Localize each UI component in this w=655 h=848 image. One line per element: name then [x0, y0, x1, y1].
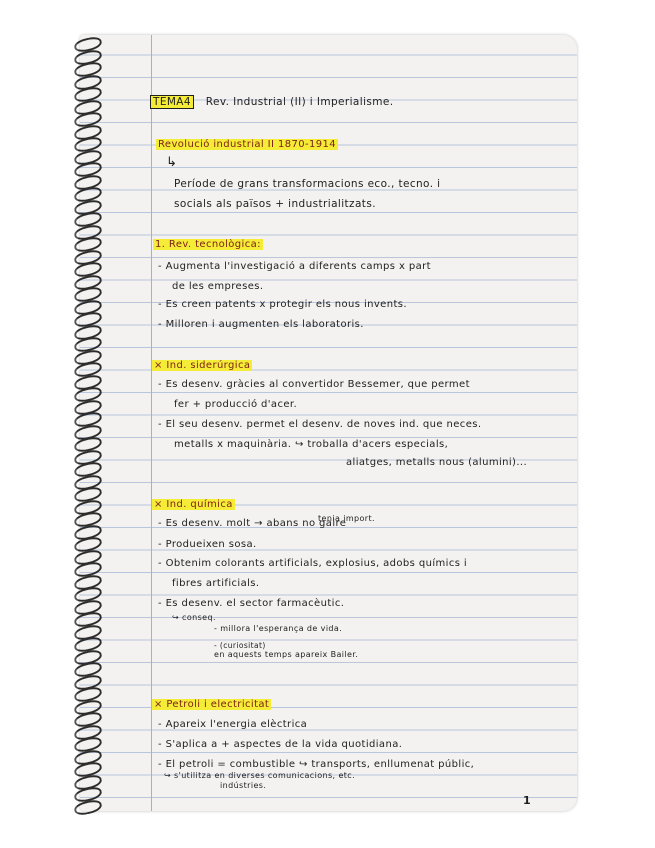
- qui-item-1: - Es desenv. molt → abans no gaire: [158, 518, 347, 529]
- qui-item-8: - (curiositat): [214, 641, 266, 650]
- pet-item-3: - El petroli = combustible ↪ transports, enllumenat públic,: [158, 759, 475, 770]
- title-row: [150, 96, 394, 109]
- tec-item-2: de les empreses.: [172, 281, 264, 292]
- qui-item-2: - Produeixen sosa.: [158, 539, 257, 550]
- qui-item-4: fibres artificials.: [172, 578, 260, 589]
- section-rev-heading: Revolució industrial II 1870-1914: [158, 139, 337, 150]
- pet-item-4: ↪ s'utilitza en diverses comunicacions, etc.: [164, 771, 356, 780]
- pet-item-1: - Apareix l'energia elèctrica: [158, 719, 308, 730]
- section-qui-heading: × Ind. química: [154, 499, 233, 510]
- qui-item-1b: tenia import.: [318, 514, 375, 523]
- qui-item-9: en aquests temps apareix Bailer.: [214, 650, 359, 659]
- spiral-binding: [72, 38, 102, 813]
- page-number: 1: [523, 794, 531, 807]
- section-sid-heading: × Ind. siderúrgica: [154, 360, 251, 371]
- sid-item-2: fer + producció d'acer.: [174, 399, 298, 410]
- pet-item-2: - S'aplica a + aspectes de la vida quotidiana.: [158, 739, 403, 750]
- sid-item-3: - El seu desenv. permet el desenv. de noves ind. que neces.: [158, 419, 482, 430]
- tec-item-4: - Milloren i augmenten els laboratoris.: [158, 319, 364, 330]
- qui-item-3: - Obtenim colorants artificials, explosius, adobs químics i: [158, 558, 468, 569]
- title-label: TEMA4: [150, 95, 194, 109]
- pet-item-5: indústries.: [220, 781, 267, 790]
- qui-item-5: - Es desenv. el sector farmacèutic.: [158, 598, 345, 609]
- sid-item-4: metalls x maquinària. ↪ troballa d'acers especials,: [174, 439, 449, 450]
- tec-item-1: - Augmenta l'investigació a diferents camps x part: [158, 261, 431, 272]
- sid-item-1: - Es desenv. gràcies al convertidor Bessemer, que permet: [158, 379, 470, 390]
- section-pet-heading: × Petroli i electricitat: [154, 699, 270, 710]
- tec-item-3: - Es creen patents x protegir els nous invents.: [158, 299, 407, 310]
- section-tec-heading: 1. Rev. tecnològica:: [155, 239, 261, 250]
- section-rev-line1: Període de grans transformacions eco., tecno. i: [174, 178, 441, 190]
- qui-item-7: - millora l'esperança de vida.: [214, 624, 343, 633]
- section-rev-arrow: ↳: [166, 155, 178, 170]
- margin-line: [151, 35, 152, 811]
- qui-item-6: ↪ conseq.: [172, 613, 216, 622]
- title-text: Rev. Industrial (II) i Imperialisme.: [205, 96, 394, 108]
- section-rev-line2: socials als països + industrialitzats.: [174, 198, 376, 210]
- sid-item-5: aliatges, metalls nous (alumini)...: [346, 457, 528, 468]
